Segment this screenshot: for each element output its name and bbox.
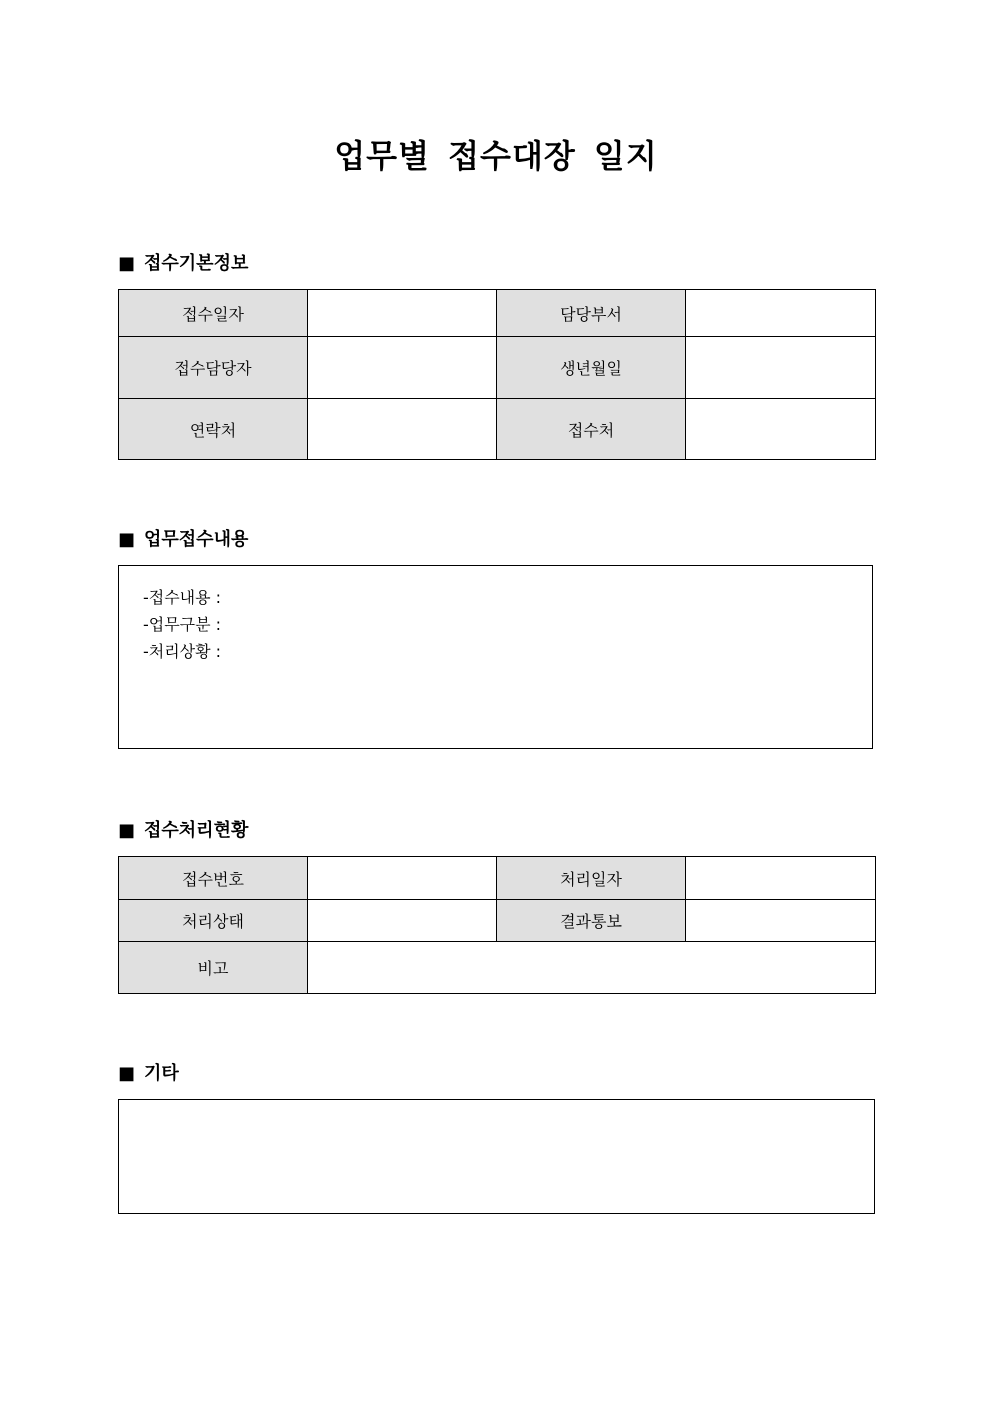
- label-receiver: 접수담당자: [119, 337, 308, 399]
- table-row: [119, 857, 876, 900]
- section-heading-content: [118, 527, 248, 553]
- content-line-receipt: -접수내용 :: [143, 588, 222, 607]
- receipt-place-field[interactable]: [686, 399, 876, 460]
- section-heading-status: [118, 818, 248, 844]
- result-notice-field[interactable]: [686, 900, 876, 942]
- square-bullet-icon: ■: [118, 529, 136, 550]
- process-date-field[interactable]: [686, 857, 876, 900]
- content-line-progress: -처리상황 :: [143, 642, 222, 661]
- receiver-field[interactable]: [308, 337, 497, 399]
- process-status-field[interactable]: [308, 900, 497, 942]
- content-line-category: -업무구분 :: [143, 615, 222, 634]
- table-row: [119, 942, 876, 994]
- label-birth-date: 생년월일: [497, 337, 686, 399]
- label-process-status: 처리상태: [119, 900, 308, 942]
- label-remarks: 비고: [119, 942, 308, 994]
- basic-info-table: [118, 289, 876, 460]
- birth-date-field[interactable]: [686, 337, 876, 399]
- section-title: 접수기본정보: [144, 253, 249, 274]
- section-heading-other: [118, 1061, 179, 1087]
- table-row: [119, 900, 876, 942]
- table-row: [119, 399, 876, 460]
- label-receipt-date: 접수일자: [119, 290, 308, 337]
- contact-field[interactable]: [308, 399, 497, 460]
- label-process-date: 처리일자: [497, 857, 686, 900]
- square-bullet-icon: ■: [118, 820, 136, 841]
- content-box[interactable]: [118, 565, 873, 749]
- table-row: [119, 337, 876, 399]
- label-receipt-place: 접수처: [497, 399, 686, 460]
- remarks-field[interactable]: [308, 942, 876, 994]
- other-box[interactable]: [118, 1099, 875, 1214]
- table-row: [119, 290, 876, 337]
- department-field[interactable]: [686, 290, 876, 337]
- page-title: 업무별 접수대장 일지: [334, 137, 658, 175]
- square-bullet-icon: ■: [118, 253, 136, 274]
- receipt-date-field[interactable]: [308, 290, 497, 337]
- section-title: 기타: [144, 1063, 179, 1084]
- section-title: 업무접수내용: [144, 529, 249, 550]
- section-title: 접수처리현황: [144, 820, 249, 841]
- status-table: [118, 856, 876, 994]
- label-department: 담당부서: [497, 290, 686, 337]
- section-heading-basic-info: [118, 251, 248, 277]
- receipt-number-field[interactable]: [308, 857, 497, 900]
- label-contact: 연락처: [119, 399, 308, 460]
- label-result-notice: 결과통보: [497, 900, 686, 942]
- label-receipt-number: 접수번호: [119, 857, 308, 900]
- square-bullet-icon: ■: [118, 1063, 136, 1084]
